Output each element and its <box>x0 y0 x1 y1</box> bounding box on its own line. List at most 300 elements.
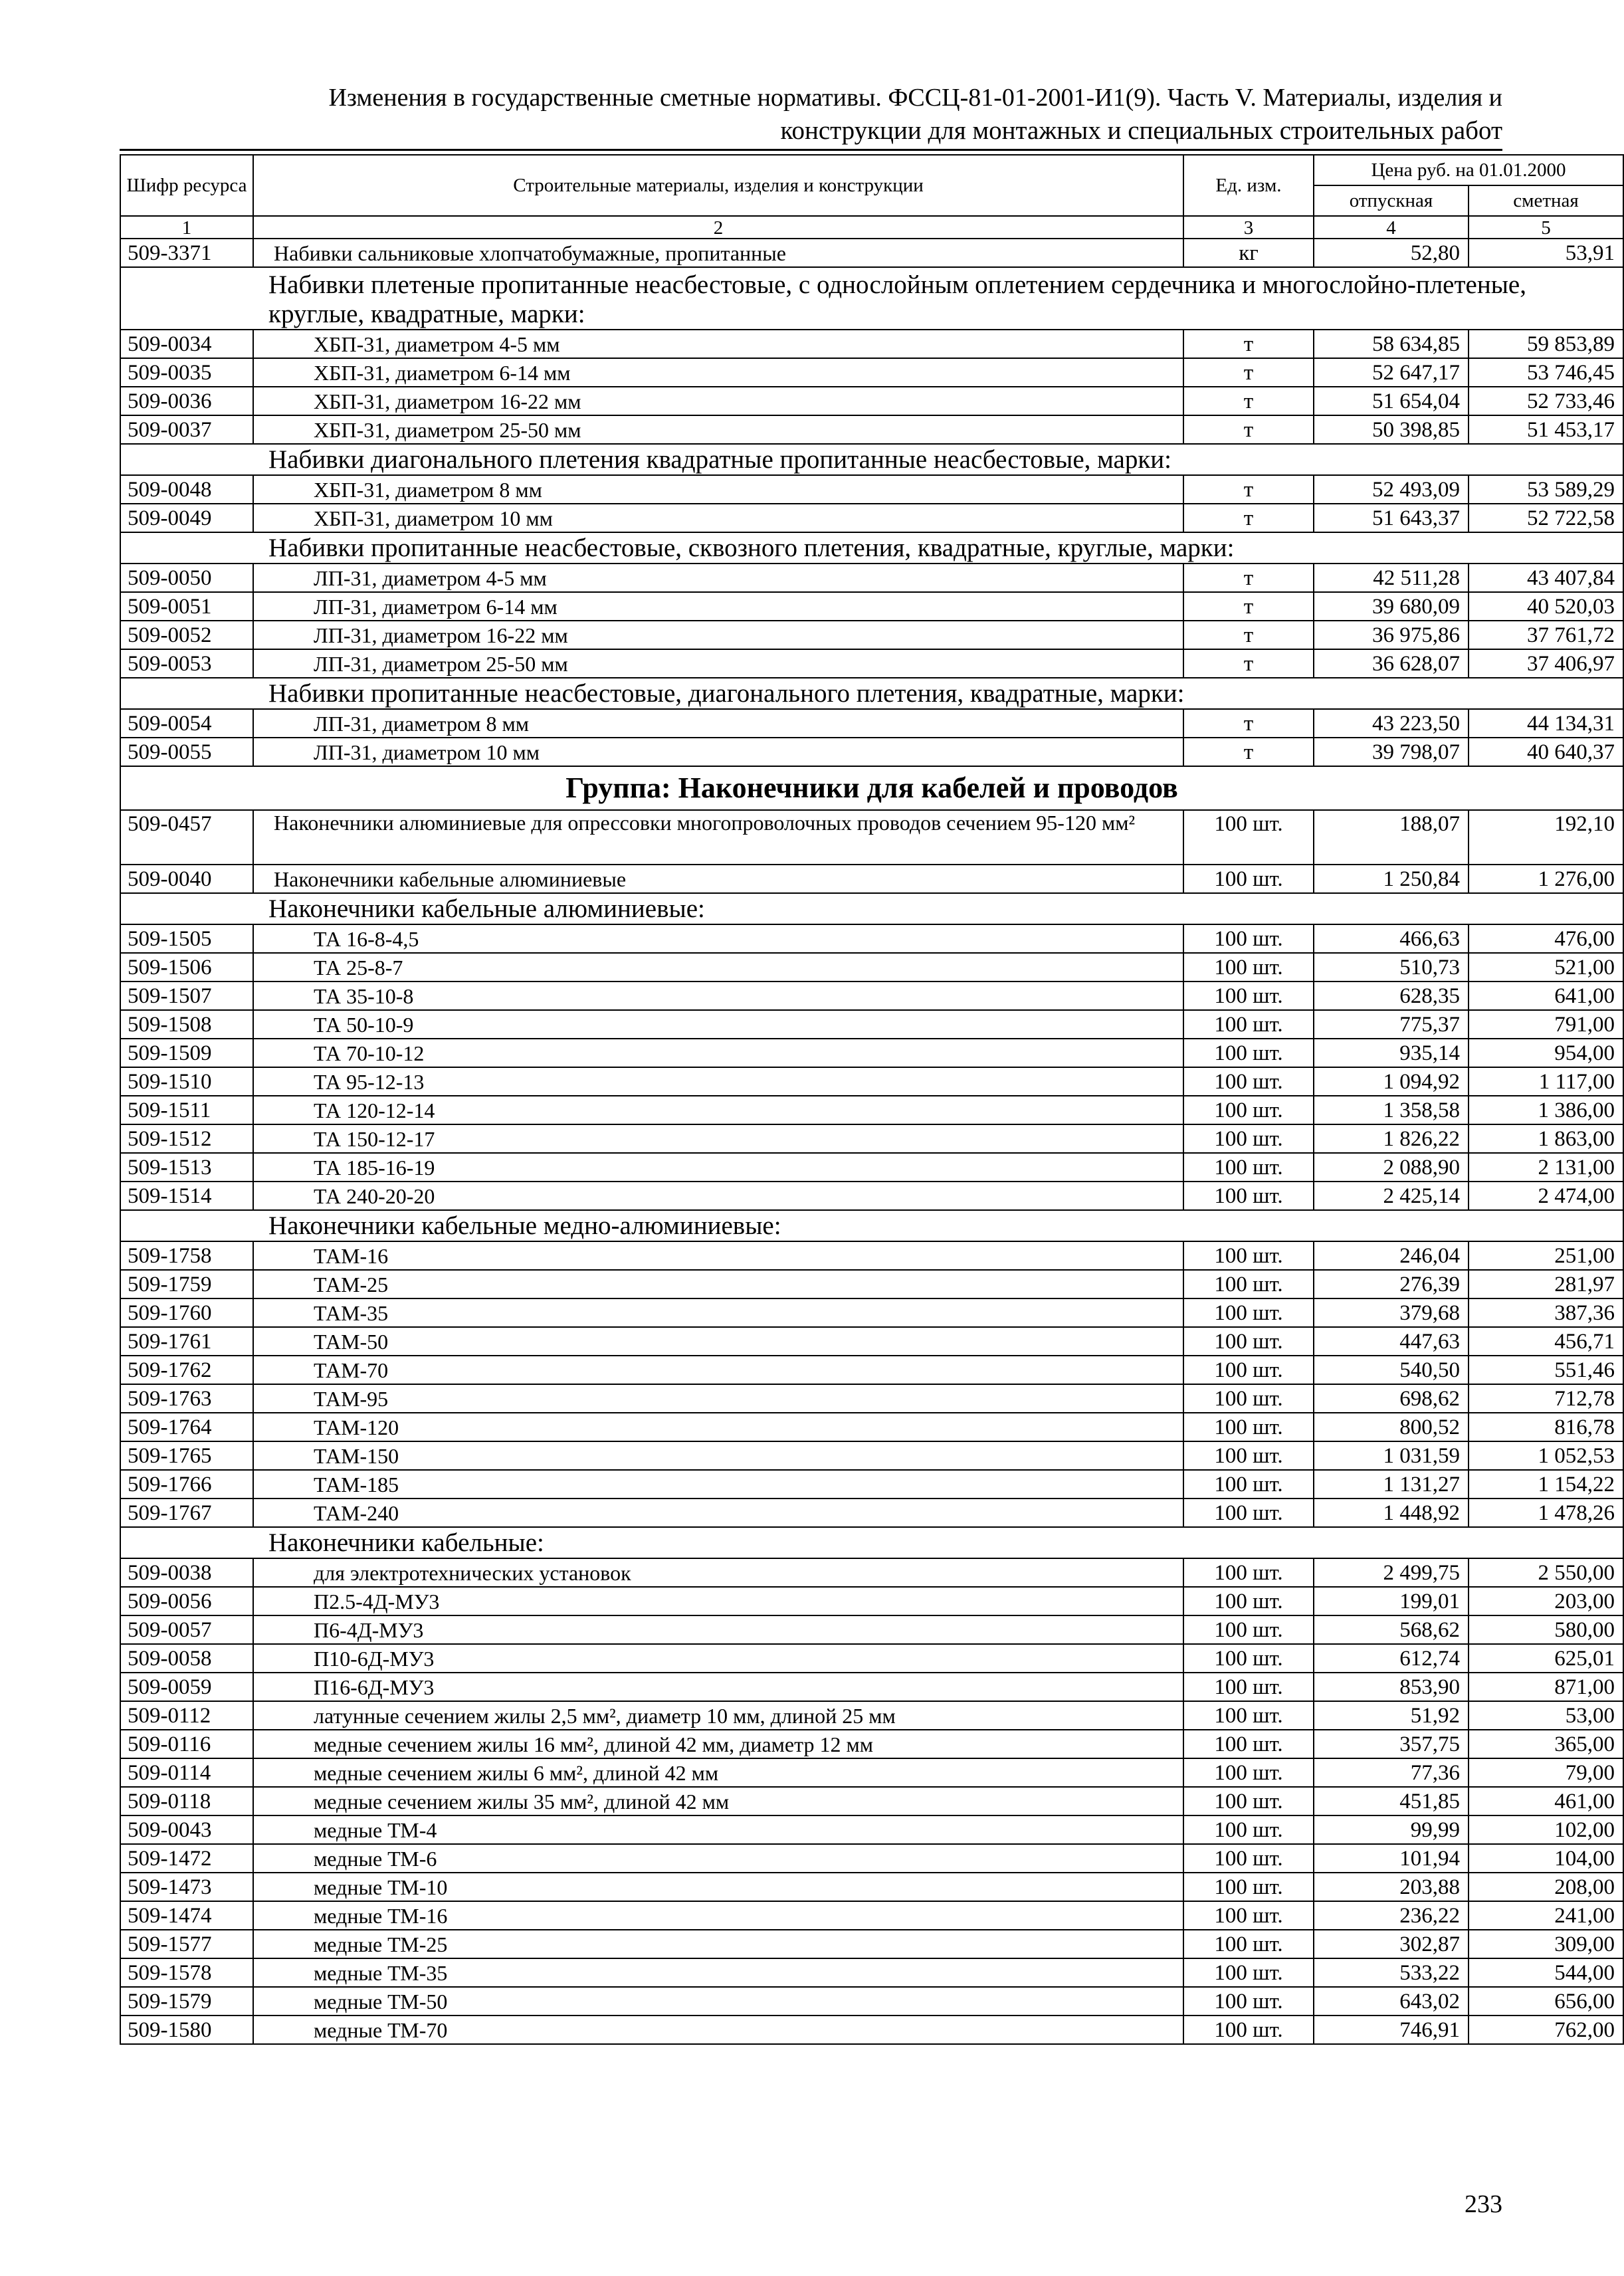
estimate-price: 791,00 <box>1469 1010 1623 1039</box>
estimate-price: 208,00 <box>1469 1873 1623 1901</box>
resource-code: 509-1579 <box>120 1987 253 2016</box>
estimate-price: 203,00 <box>1469 1587 1623 1615</box>
table-row <box>120 1901 1623 1930</box>
section-heading: Наконечники кабельные алюминиевые: <box>120 893 1623 924</box>
resource-code: 509-1512 <box>120 1124 253 1153</box>
resource-code: 509-0037 <box>120 415 253 444</box>
material-name: ТА 16-8-4,5 <box>253 924 1183 953</box>
section-heading-row <box>120 267 1623 330</box>
unit-of-measure: 100 шт. <box>1183 1701 1314 1730</box>
unit-of-measure: т <box>1183 738 1314 766</box>
material-name: П6-4Д-МУ3 <box>253 1615 1183 1644</box>
material-name: медные ТМ-16 <box>253 1901 1183 1930</box>
header-line-2: конструкции для монтажных и специальных строительных работ <box>780 116 1502 145</box>
unit-of-measure: 100 шт. <box>1183 1730 1314 1758</box>
release-price: 533,22 <box>1314 1958 1469 1987</box>
table-row <box>120 415 1623 444</box>
release-price: 1 826,22 <box>1314 1124 1469 1153</box>
resource-code: 509-0036 <box>120 387 253 415</box>
material-name: медные ТМ-6 <box>253 1844 1183 1873</box>
estimate-price: 53,91 <box>1469 239 1623 267</box>
resource-code: 509-1767 <box>120 1499 253 1527</box>
resource-code: 509-0040 <box>120 865 253 893</box>
resource-code: 509-0050 <box>120 564 253 592</box>
material-name: ТА 95-12-13 <box>253 1067 1183 1096</box>
unit-of-measure: 100 шт. <box>1183 1327 1314 1356</box>
release-price: 447,63 <box>1314 1327 1469 1356</box>
unit-of-measure: 100 шт. <box>1183 1441 1314 1470</box>
table-row <box>120 865 1623 893</box>
release-price: 775,37 <box>1314 1010 1469 1039</box>
resource-code: 509-0049 <box>120 504 253 532</box>
release-price: 379,68 <box>1314 1298 1469 1327</box>
unit-of-measure: 100 шт. <box>1183 1470 1314 1499</box>
resource-code: 509-0052 <box>120 621 253 649</box>
section-heading-row <box>120 1210 1623 1241</box>
estimate-price: 544,00 <box>1469 1958 1623 1987</box>
estimate-price: 1 276,00 <box>1469 865 1623 893</box>
material-name: ХБП-31, диаметром 10 мм <box>253 504 1183 532</box>
release-price: 39 798,07 <box>1314 738 1469 766</box>
material-name: П10-6Д-МУ3 <box>253 1644 1183 1673</box>
unit-of-measure: 100 шт. <box>1183 1270 1314 1298</box>
table-row <box>120 2016 1623 2044</box>
release-price: 746,91 <box>1314 2016 1469 2044</box>
resource-code: 509-1513 <box>120 1153 253 1182</box>
release-price: 188,07 <box>1314 810 1469 865</box>
estimate-price: 2 550,00 <box>1469 1558 1623 1587</box>
estimate-price: 461,00 <box>1469 1787 1623 1815</box>
section-heading-row <box>120 678 1623 709</box>
resource-code: 509-1758 <box>120 1241 253 1270</box>
table-row <box>120 1039 1623 1067</box>
estimate-price: 1 386,00 <box>1469 1096 1623 1124</box>
release-price: 935,14 <box>1314 1039 1469 1067</box>
material-name: ТА 35-10-8 <box>253 982 1183 1010</box>
unit-of-measure: т <box>1183 387 1314 415</box>
table-row <box>120 1958 1623 1987</box>
page-number: 233 <box>1465 2190 1502 2218</box>
release-price: 2 088,90 <box>1314 1153 1469 1182</box>
estimate-price: 1 863,00 <box>1469 1124 1623 1153</box>
resource-code: 509-1580 <box>120 2016 253 2044</box>
release-price: 2 425,14 <box>1314 1182 1469 1210</box>
col-index-4: 4 <box>1314 216 1469 239</box>
release-price: 52 647,17 <box>1314 358 1469 387</box>
release-price: 357,75 <box>1314 1730 1469 1758</box>
table-row <box>120 1644 1623 1673</box>
release-price: 1 094,92 <box>1314 1067 1469 1096</box>
release-price: 466,63 <box>1314 924 1469 953</box>
material-name: ТА 120-12-14 <box>253 1096 1183 1124</box>
table-row <box>120 1673 1623 1701</box>
resource-code: 509-0038 <box>120 1558 253 1587</box>
resource-code: 509-1578 <box>120 1958 253 1987</box>
table-row <box>120 1067 1623 1096</box>
resource-code: 509-1514 <box>120 1182 253 1210</box>
release-price: 58 634,85 <box>1314 330 1469 358</box>
material-name: ТАМ-50 <box>253 1327 1183 1356</box>
resource-code: 509-0051 <box>120 592 253 621</box>
material-name: ЛП-31, диаметром 10 мм <box>253 738 1183 766</box>
unit-of-measure: 100 шт. <box>1183 1067 1314 1096</box>
estimate-price: 40 640,37 <box>1469 738 1623 766</box>
table-row <box>120 475 1623 504</box>
section-heading-row <box>120 893 1623 924</box>
estimate-price: 2 131,00 <box>1469 1153 1623 1182</box>
material-name: ТАМ-70 <box>253 1356 1183 1384</box>
material-name: ТА 50-10-9 <box>253 1010 1183 1039</box>
table-row <box>120 621 1623 649</box>
release-price: 39 680,09 <box>1314 592 1469 621</box>
release-price: 540,50 <box>1314 1356 1469 1384</box>
release-price: 43 223,50 <box>1314 709 1469 738</box>
unit-of-measure: т <box>1183 649 1314 678</box>
resource-code: 509-1473 <box>120 1873 253 1901</box>
col-header-release-price: отпускная <box>1314 185 1469 216</box>
col-header-estimate-price: сметная <box>1469 185 1623 216</box>
estimate-price: 53 746,45 <box>1469 358 1623 387</box>
material-name: ХБП-31, диаметром 8 мм <box>253 475 1183 504</box>
table-row <box>120 1558 1623 1587</box>
estimate-price: 1 478,26 <box>1469 1499 1623 1527</box>
material-name: ТАМ-25 <box>253 1270 1183 1298</box>
estimate-price: 2 474,00 <box>1469 1182 1623 1210</box>
resource-code: 509-1509 <box>120 1039 253 1067</box>
material-name: медные ТМ-10 <box>253 1873 1183 1901</box>
table-row <box>120 330 1623 358</box>
resource-code: 509-0035 <box>120 358 253 387</box>
table-row <box>120 1587 1623 1615</box>
unit-of-measure: 100 шт. <box>1183 1930 1314 1958</box>
unit-of-measure: 100 шт. <box>1183 1987 1314 2016</box>
material-name: ЛП-31, диаметром 16-22 мм <box>253 621 1183 649</box>
estimate-price: 59 853,89 <box>1469 330 1623 358</box>
resource-code: 509-0116 <box>120 1730 253 1758</box>
material-name: медные ТМ-70 <box>253 2016 1183 2044</box>
table-row <box>120 1787 1623 1815</box>
table-row <box>120 924 1623 953</box>
release-price: 77,36 <box>1314 1758 1469 1787</box>
resource-code: 509-0057 <box>120 1615 253 1644</box>
estimate-price: 1 154,22 <box>1469 1470 1623 1499</box>
table-row <box>120 1987 1623 2016</box>
material-name: ТАМ-16 <box>253 1241 1183 1270</box>
estimate-price: 762,00 <box>1469 2016 1623 2044</box>
material-name: ХБП-31, диаметром 4-5 мм <box>253 330 1183 358</box>
material-name: ТАМ-240 <box>253 1499 1183 1527</box>
estimate-price: 40 520,03 <box>1469 592 1623 621</box>
price-table <box>120 154 1624 2045</box>
resource-code: 509-0054 <box>120 709 253 738</box>
unit-of-measure: 100 шт. <box>1183 1356 1314 1384</box>
estimate-price: 102,00 <box>1469 1815 1623 1844</box>
material-name: медные ТМ-50 <box>253 1987 1183 2016</box>
material-name: Наконечники кабельные алюминиевые <box>253 865 1183 893</box>
unit-of-measure: 100 шт. <box>1183 1384 1314 1413</box>
release-price: 510,73 <box>1314 953 1469 982</box>
col-header-code: Шифр ресурса <box>120 155 253 216</box>
material-name: ТА 150-12-17 <box>253 1124 1183 1153</box>
estimate-price: 1 117,00 <box>1469 1067 1623 1096</box>
material-name: ХБП-31, диаметром 6-14 мм <box>253 358 1183 387</box>
resource-code: 509-1763 <box>120 1384 253 1413</box>
release-price: 51 643,37 <box>1314 504 1469 532</box>
release-price: 1 358,58 <box>1314 1096 1469 1124</box>
estimate-price: 251,00 <box>1469 1241 1623 1270</box>
material-name: ХБП-31, диаметром 16-22 мм <box>253 387 1183 415</box>
material-name: ЛП-31, диаметром 25-50 мм <box>253 649 1183 678</box>
release-price: 199,01 <box>1314 1587 1469 1615</box>
table-row <box>120 1441 1623 1470</box>
release-price: 451,85 <box>1314 1787 1469 1815</box>
unit-of-measure: 100 шт. <box>1183 924 1314 953</box>
table-row <box>120 1873 1623 1901</box>
material-name: медные сечением жилы 35 мм², длиной 42 мм <box>253 1787 1183 1815</box>
group-heading: Группа: Наконечники для кабелей и проводов <box>120 766 1623 810</box>
table-row <box>120 1701 1623 1730</box>
unit-of-measure: 100 шт. <box>1183 1010 1314 1039</box>
resource-code: 509-0055 <box>120 738 253 766</box>
estimate-price: 53 589,29 <box>1469 475 1623 504</box>
unit-of-measure: 100 шт. <box>1183 1096 1314 1124</box>
material-name: ТА 185-16-19 <box>253 1153 1183 1182</box>
material-name: медные ТМ-4 <box>253 1815 1183 1844</box>
table-row <box>120 1327 1623 1356</box>
estimate-price: 79,00 <box>1469 1758 1623 1787</box>
unit-of-measure: 100 шт. <box>1183 810 1314 865</box>
unit-of-measure: 100 шт. <box>1183 982 1314 1010</box>
unit-of-measure: 100 шт. <box>1183 1413 1314 1441</box>
unit-of-measure: 100 шт. <box>1183 1758 1314 1787</box>
release-price: 52 493,09 <box>1314 475 1469 504</box>
table-row <box>120 239 1623 267</box>
table-row <box>120 1844 1623 1873</box>
resource-code: 509-1577 <box>120 1930 253 1958</box>
unit-of-measure: 100 шт. <box>1183 1241 1314 1270</box>
unit-of-measure: 100 шт. <box>1183 1787 1314 1815</box>
release-price: 246,04 <box>1314 1241 1469 1270</box>
table-row <box>120 1010 1623 1039</box>
estimate-price: 37 761,72 <box>1469 621 1623 649</box>
resource-code: 509-1511 <box>120 1096 253 1124</box>
resource-code: 509-0058 <box>120 1644 253 1673</box>
table-row <box>120 1356 1623 1384</box>
release-price: 203,88 <box>1314 1873 1469 1901</box>
table-row <box>120 1182 1623 1210</box>
estimate-price: 104,00 <box>1469 1844 1623 1873</box>
resource-code: 509-0457 <box>120 810 253 865</box>
section-heading-row <box>120 1527 1623 1558</box>
estimate-price: 387,36 <box>1469 1298 1623 1327</box>
material-name: ТАМ-95 <box>253 1384 1183 1413</box>
table-row <box>120 709 1623 738</box>
release-price: 42 511,28 <box>1314 564 1469 592</box>
material-name: ЛП-31, диаметром 8 мм <box>253 709 1183 738</box>
table-row <box>120 1930 1623 1958</box>
material-name: ТАМ-150 <box>253 1441 1183 1470</box>
table-row <box>120 1615 1623 1644</box>
resource-code: 509-1766 <box>120 1470 253 1499</box>
resource-code: 509-1510 <box>120 1067 253 1096</box>
estimate-price: 625,01 <box>1469 1644 1623 1673</box>
table-row <box>120 1096 1623 1124</box>
unit-of-measure: 100 шт. <box>1183 1558 1314 1587</box>
estimate-price: 816,78 <box>1469 1413 1623 1441</box>
release-price: 51 654,04 <box>1314 387 1469 415</box>
resource-code: 509-1506 <box>120 953 253 982</box>
unit-of-measure: 100 шт. <box>1183 1644 1314 1673</box>
release-price: 52,80 <box>1314 239 1469 267</box>
material-name: Наконечники алюминиевые для опрессовки многопроволочных проводов сечением 95-120 мм² <box>253 810 1183 865</box>
estimate-price: 456,71 <box>1469 1327 1623 1356</box>
release-price: 643,02 <box>1314 1987 1469 2016</box>
resource-code: 509-1761 <box>120 1327 253 1356</box>
table-row <box>120 1499 1623 1527</box>
estimate-price: 1 052,53 <box>1469 1441 1623 1470</box>
unit-of-measure: 100 шт. <box>1183 1958 1314 1987</box>
estimate-price: 192,10 <box>1469 810 1623 865</box>
col-index-1: 1 <box>120 216 253 239</box>
col-header-unit: Ед. изм. <box>1183 155 1314 216</box>
column-index-row <box>120 216 1623 239</box>
unit-of-measure: т <box>1183 621 1314 649</box>
material-name: ТАМ-120 <box>253 1413 1183 1441</box>
resource-code: 509-0043 <box>120 1815 253 1844</box>
unit-of-measure: 100 шт. <box>1183 1039 1314 1067</box>
unit-of-measure: т <box>1183 504 1314 532</box>
table-row <box>120 358 1623 387</box>
resource-code: 509-1474 <box>120 1901 253 1930</box>
table-row <box>120 1384 1623 1413</box>
table-row <box>120 1124 1623 1153</box>
unit-of-measure: т <box>1183 564 1314 592</box>
material-name: медные сечением жилы 16 мм², длиной 42 мм, диаметр 12 мм <box>253 1730 1183 1758</box>
estimate-price: 241,00 <box>1469 1901 1623 1930</box>
page-header <box>120 81 1502 148</box>
estimate-price: 43 407,84 <box>1469 564 1623 592</box>
header-rule <box>120 149 1502 151</box>
material-name: ХБП-31, диаметром 25-50 мм <box>253 415 1183 444</box>
release-price: 51,92 <box>1314 1701 1469 1730</box>
material-name: латунные сечением жилы 2,5 мм², диаметр 10 мм, длиной 25 мм <box>253 1701 1183 1730</box>
release-price: 800,52 <box>1314 1413 1469 1441</box>
estimate-price: 476,00 <box>1469 924 1623 953</box>
release-price: 853,90 <box>1314 1673 1469 1701</box>
unit-of-measure: 100 шт. <box>1183 1124 1314 1153</box>
unit-of-measure: 100 шт. <box>1183 1815 1314 1844</box>
resource-code: 509-1764 <box>120 1413 253 1441</box>
estimate-price: 37 406,97 <box>1469 649 1623 678</box>
unit-of-measure: 100 шт. <box>1183 953 1314 982</box>
release-price: 1 250,84 <box>1314 865 1469 893</box>
estimate-price: 521,00 <box>1469 953 1623 982</box>
unit-of-measure: 100 шт. <box>1183 1873 1314 1901</box>
resource-code: 509-1759 <box>120 1270 253 1298</box>
section-heading: Наконечники кабельные: <box>120 1527 1623 1558</box>
release-price: 612,74 <box>1314 1644 1469 1673</box>
table-row <box>120 564 1623 592</box>
col-index-3: 3 <box>1183 216 1314 239</box>
material-name: ТА 240-20-20 <box>253 1182 1183 1210</box>
table-row <box>120 1241 1623 1270</box>
release-price: 276,39 <box>1314 1270 1469 1298</box>
resource-code: 509-1508 <box>120 1010 253 1039</box>
resource-code: 509-1760 <box>120 1298 253 1327</box>
material-name: ТАМ-185 <box>253 1470 1183 1499</box>
unit-of-measure: т <box>1183 475 1314 504</box>
estimate-price: 365,00 <box>1469 1730 1623 1758</box>
estimate-price: 51 453,17 <box>1469 415 1623 444</box>
section-heading: Набивки пропитанные неасбестовые, диагонального плетения, квадратные, марки: <box>120 678 1623 709</box>
estimate-price: 656,00 <box>1469 1987 1623 2016</box>
section-heading: Набивки плетеные пропитанные неасбестовые, с однослойным оплетением сердечника и многослойно-плетеные, круглые, квадратные, марки: <box>120 267 1623 330</box>
unit-of-measure: 100 шт. <box>1183 2016 1314 2044</box>
material-name: медные сечением жилы 6 мм², длиной 42 мм <box>253 1758 1183 1787</box>
col-index-2: 2 <box>253 216 1183 239</box>
material-name: Набивки сальниковые хлопчатобумажные, пропитанные <box>253 239 1183 267</box>
estimate-price: 551,46 <box>1469 1356 1623 1384</box>
material-name: П16-6Д-МУ3 <box>253 1673 1183 1701</box>
table-row <box>120 1470 1623 1499</box>
resource-code: 509-1507 <box>120 982 253 1010</box>
unit-of-measure: 100 шт. <box>1183 1901 1314 1930</box>
estimate-price: 52 733,46 <box>1469 387 1623 415</box>
resource-code: 509-1472 <box>120 1844 253 1873</box>
table-header-row <box>120 155 1623 185</box>
resource-code: 509-0112 <box>120 1701 253 1730</box>
table-row <box>120 1758 1623 1787</box>
release-price: 36 628,07 <box>1314 649 1469 678</box>
release-price: 2 499,75 <box>1314 1558 1469 1587</box>
col-index-5: 5 <box>1469 216 1623 239</box>
unit-of-measure: т <box>1183 415 1314 444</box>
resource-code: 509-1762 <box>120 1356 253 1384</box>
table-row <box>120 1298 1623 1327</box>
release-price: 1 131,27 <box>1314 1470 1469 1499</box>
resource-code: 509-1505 <box>120 924 253 953</box>
material-name: медные ТМ-35 <box>253 1958 1183 1987</box>
unit-of-measure: т <box>1183 709 1314 738</box>
resource-code: 509-0048 <box>120 475 253 504</box>
release-price: 698,62 <box>1314 1384 1469 1413</box>
col-header-name: Строительные материалы, изделия и конструкции <box>253 155 1183 216</box>
table-row <box>120 1815 1623 1844</box>
material-name: ТА 70-10-12 <box>253 1039 1183 1067</box>
estimate-price: 44 134,31 <box>1469 709 1623 738</box>
resource-code: 509-3371 <box>120 239 253 267</box>
section-heading-row <box>120 532 1623 564</box>
resource-code: 509-0034 <box>120 330 253 358</box>
table-row <box>120 982 1623 1010</box>
header-line-1: Изменения в государственные сметные нормативы. ФССЦ-81-01-2001-И1(9). Часть V. Материалы, изделия и <box>328 84 1502 112</box>
group-heading-row <box>120 766 1623 810</box>
release-price: 628,35 <box>1314 982 1469 1010</box>
table-row <box>120 387 1623 415</box>
unit-of-measure: 100 шт. <box>1183 865 1314 893</box>
section-heading: Набивки диагонального плетения квадратные пропитанные неасбестовые, марки: <box>120 444 1623 475</box>
material-name: ТА 25-8-7 <box>253 953 1183 982</box>
table-row <box>120 592 1623 621</box>
unit-of-measure: 100 шт. <box>1183 1182 1314 1210</box>
table-row <box>120 649 1623 678</box>
release-price: 568,62 <box>1314 1615 1469 1644</box>
material-name: П2.5-4Д-МУ3 <box>253 1587 1183 1615</box>
release-price: 1 031,59 <box>1314 1441 1469 1470</box>
release-price: 50 398,85 <box>1314 415 1469 444</box>
release-price: 1 448,92 <box>1314 1499 1469 1527</box>
unit-of-measure: кг <box>1183 239 1314 267</box>
